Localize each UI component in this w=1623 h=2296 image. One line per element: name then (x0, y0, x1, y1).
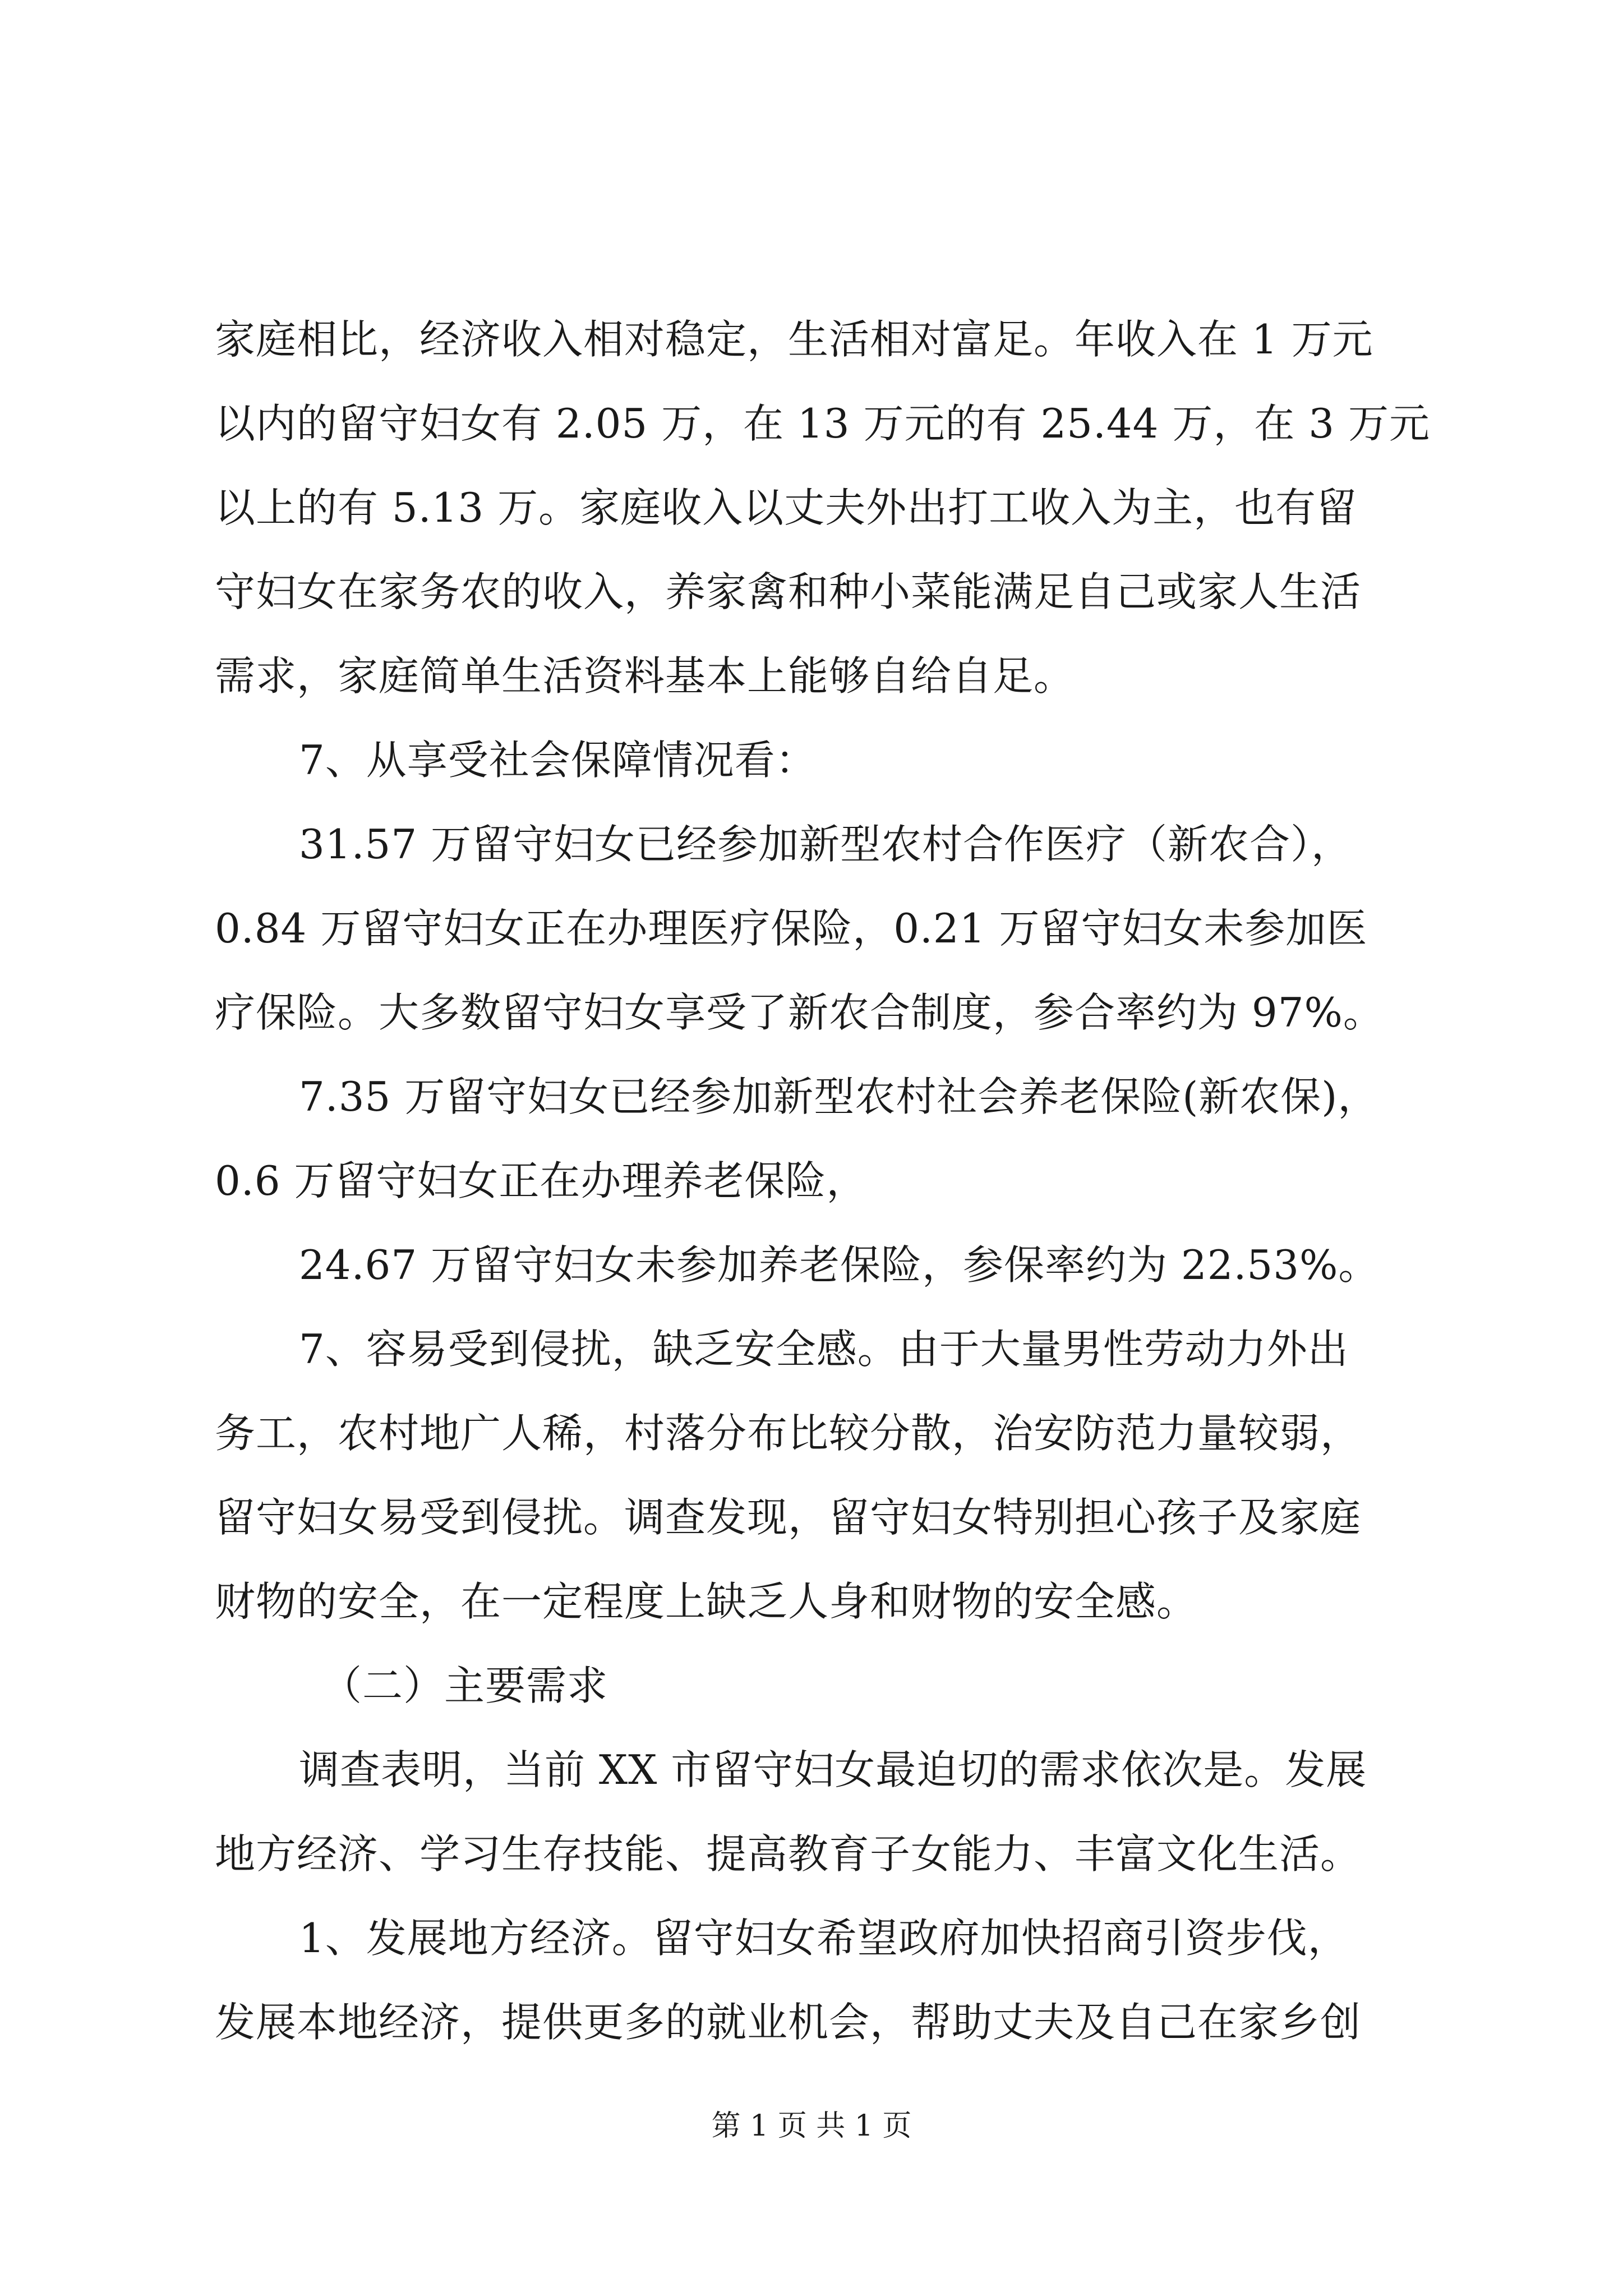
text-line: 需求，家庭简单生活资料基本上能够自给自足。 (215, 652, 1075, 700)
paragraph-start: 调查表明，当前 XX 市留守妇女最迫切的需求依次是。发展 (299, 1746, 1367, 1793)
text-line: 以内的留守妇女有 2.05 万，在 13 万元的有 25.44 万，在 3 万元 (215, 400, 1430, 447)
document-body (215, 297, 1430, 2064)
text-line: 守妇女在家务农的收入，养家禽和种小菜能满足自己或家人生活 (215, 568, 1362, 615)
text-line: 地方经济、学习生存技能、提高教育子女能力、丰富文化生活。 (215, 1830, 1362, 1878)
text-line: 务工，农村地广人稀，村落分布比较分散，治安防范力量较弱， (215, 1410, 1362, 1457)
text-line: 疗保险。大多数留守妇女享受了新农合制度，参合率约为 97%。 (215, 989, 1384, 1036)
section-heading-social-security: 7、从享受社会保障情况看： (299, 737, 817, 784)
text-line: 家庭相比，经济收入相对稳定，生活相对富足。年收入在 1 万元 (215, 316, 1373, 363)
text-line: 财物的安全，在一定程度上缺乏人身和财物的安全感。 (215, 1578, 1198, 1625)
paragraph-start: 1、发展地方经济。留守妇女希望政府加快招商引资步伐， (299, 1915, 1349, 1962)
page-footer: 第 1 页 共 1 页 (711, 2109, 912, 2143)
paragraph-start: 24.67 万留守妇女未参加养老保险，参保率约为 22.53%。 (299, 1241, 1380, 1289)
paragraph-start: 31.57 万留守妇女已经参加新型农村合作医疗（新农合）， (299, 821, 1353, 868)
paragraph-start: 7、容易受到侵扰，缺乏安全感。由于大量男性劳动力外出 (299, 1326, 1349, 1373)
text-line: 0.6 万留守妇女正在办理养老保险， (215, 1157, 868, 1204)
section-heading-main-needs: （二）主要需求 (321, 1662, 608, 1709)
text-line: 以上的有 5.13 万。家庭收入以丈夫外出打工收入为主，也有留 (215, 484, 1358, 531)
text-line: 0.84 万留守妇女正在办理医疗保险，0.21 万留守妇女未参加医 (215, 905, 1368, 952)
text-line: 发展本地经济，提供更多的就业机会，帮助丈夫及自己在家乡创 (215, 1999, 1362, 2046)
text-line: 留守妇女易受到侵扰。调查发现，留守妇女特别担心孩子及家庭 (215, 1494, 1362, 1541)
paragraph-start: 7.35 万留守妇女已经参加新型农村社会养老保险(新农保)， (299, 1073, 1379, 1120)
